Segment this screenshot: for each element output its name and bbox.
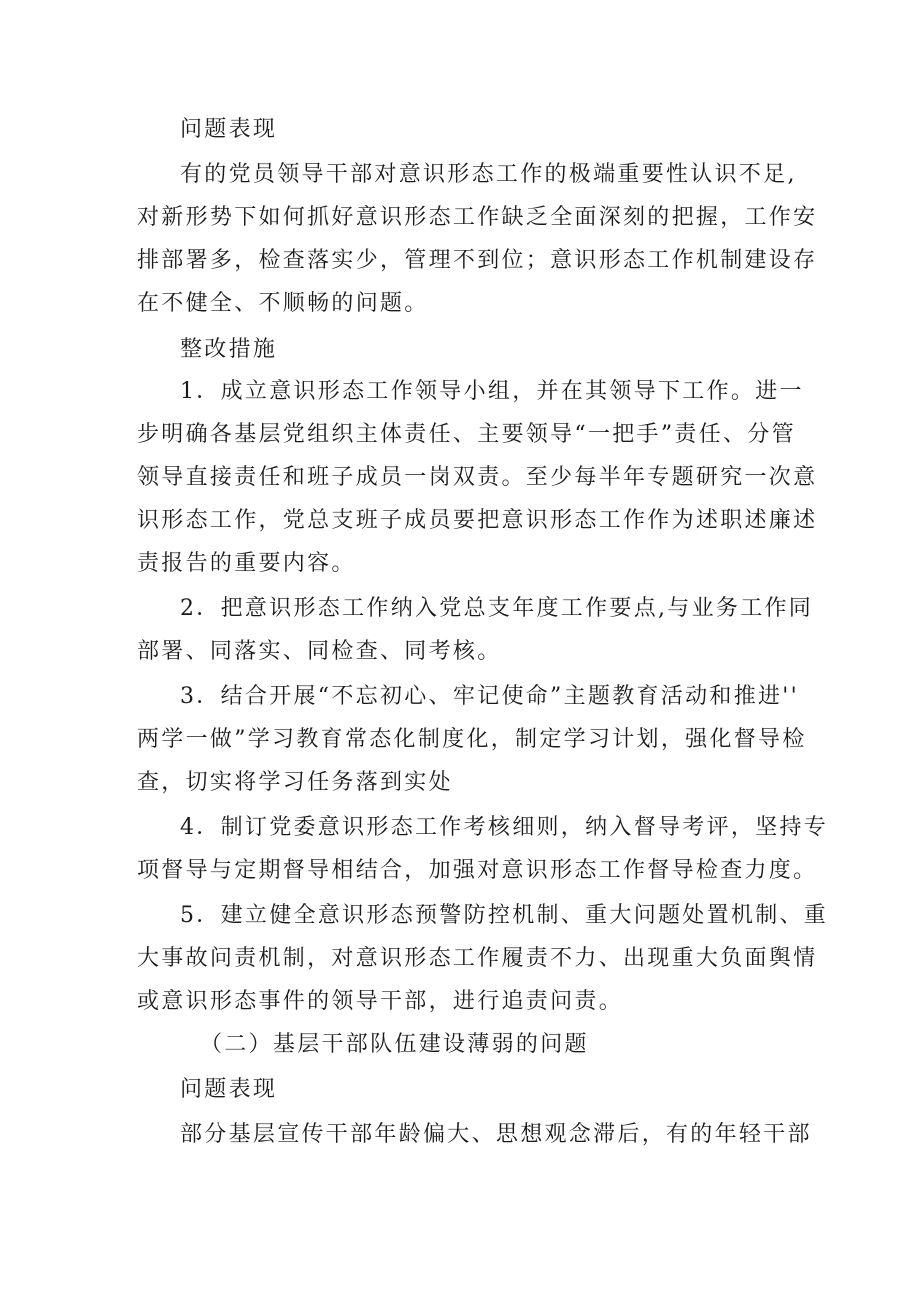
paragraph-line: 4．制订党委意识形态工作考核细则，纳入督导考评，坚持专	[180, 815, 829, 840]
paragraph-line: 部署、同落实、同检查、同考核。	[137, 639, 502, 664]
paragraph-line: 有的党员领导干部对意识形态工作的极端重要性认识不足,	[180, 162, 797, 187]
heading-problem: 问题表现	[180, 117, 278, 142]
paragraph-line: 部分基层宣传干部年龄偏大、思想观念滞后，有的年轻干部	[180, 1122, 812, 1147]
paragraph-line: 1．成立意识形态工作领导小组，并在其领导下工作。进一	[180, 379, 804, 404]
paragraph-line: 大事故问责机制，对意识形态工作履责不力、出现重大负面舆情	[137, 946, 818, 971]
paragraph-line: 或意识形态事件的领导干部，进行追责问责。	[137, 989, 624, 1014]
paragraph-line: 排部署多，检查落实少，管理不到位；意识形态工作机制建设存	[137, 248, 818, 273]
paragraph-line: 2．把意识形态工作纳入党总支年度工作要点,与业务工作同	[180, 596, 814, 621]
heading-problem: 问题表现	[180, 1077, 278, 1102]
heading-measures: 整改措施	[180, 337, 278, 362]
paragraph-line: 步明确各基层党组织主体责任、主要领导“一把手”责任、分管	[137, 422, 796, 447]
paragraph-line: 责报告的重要内容。	[137, 551, 356, 576]
paragraph-line: 项督导与定期督导相结合，加强对意识形态工作督导检查力度。	[137, 858, 818, 883]
paragraph-line: 领导直接责任和班子成员一岗双责。至少每半年专题研究一次意	[137, 465, 818, 490]
paragraph-line: 在不健全、不顺畅的问题。	[137, 291, 429, 316]
paragraph-line: 识形态工作，党总支班子成员要把意识形态工作作为述职述廉述	[137, 508, 818, 533]
paragraph-line: 5．建立健全意识形态预警防控机制、重大问题处置机制、重	[180, 903, 829, 928]
paragraph-line: 3．结合开展“不忘初心、牢记使命”主题教育活动和推进''	[180, 684, 799, 709]
paragraph-line: 查，切实将学习任务落到实处	[137, 770, 453, 795]
paragraph-line: 对新形势下如何抓好意识形态工作缺乏全面深刻的把握，工作安	[137, 205, 818, 230]
section-heading: （二）基层干部队伍建设薄弱的问题	[200, 1032, 589, 1057]
paragraph-line: 两学一做”学习教育常态化制度化，制定学习计划，强化督导检	[137, 727, 807, 752]
